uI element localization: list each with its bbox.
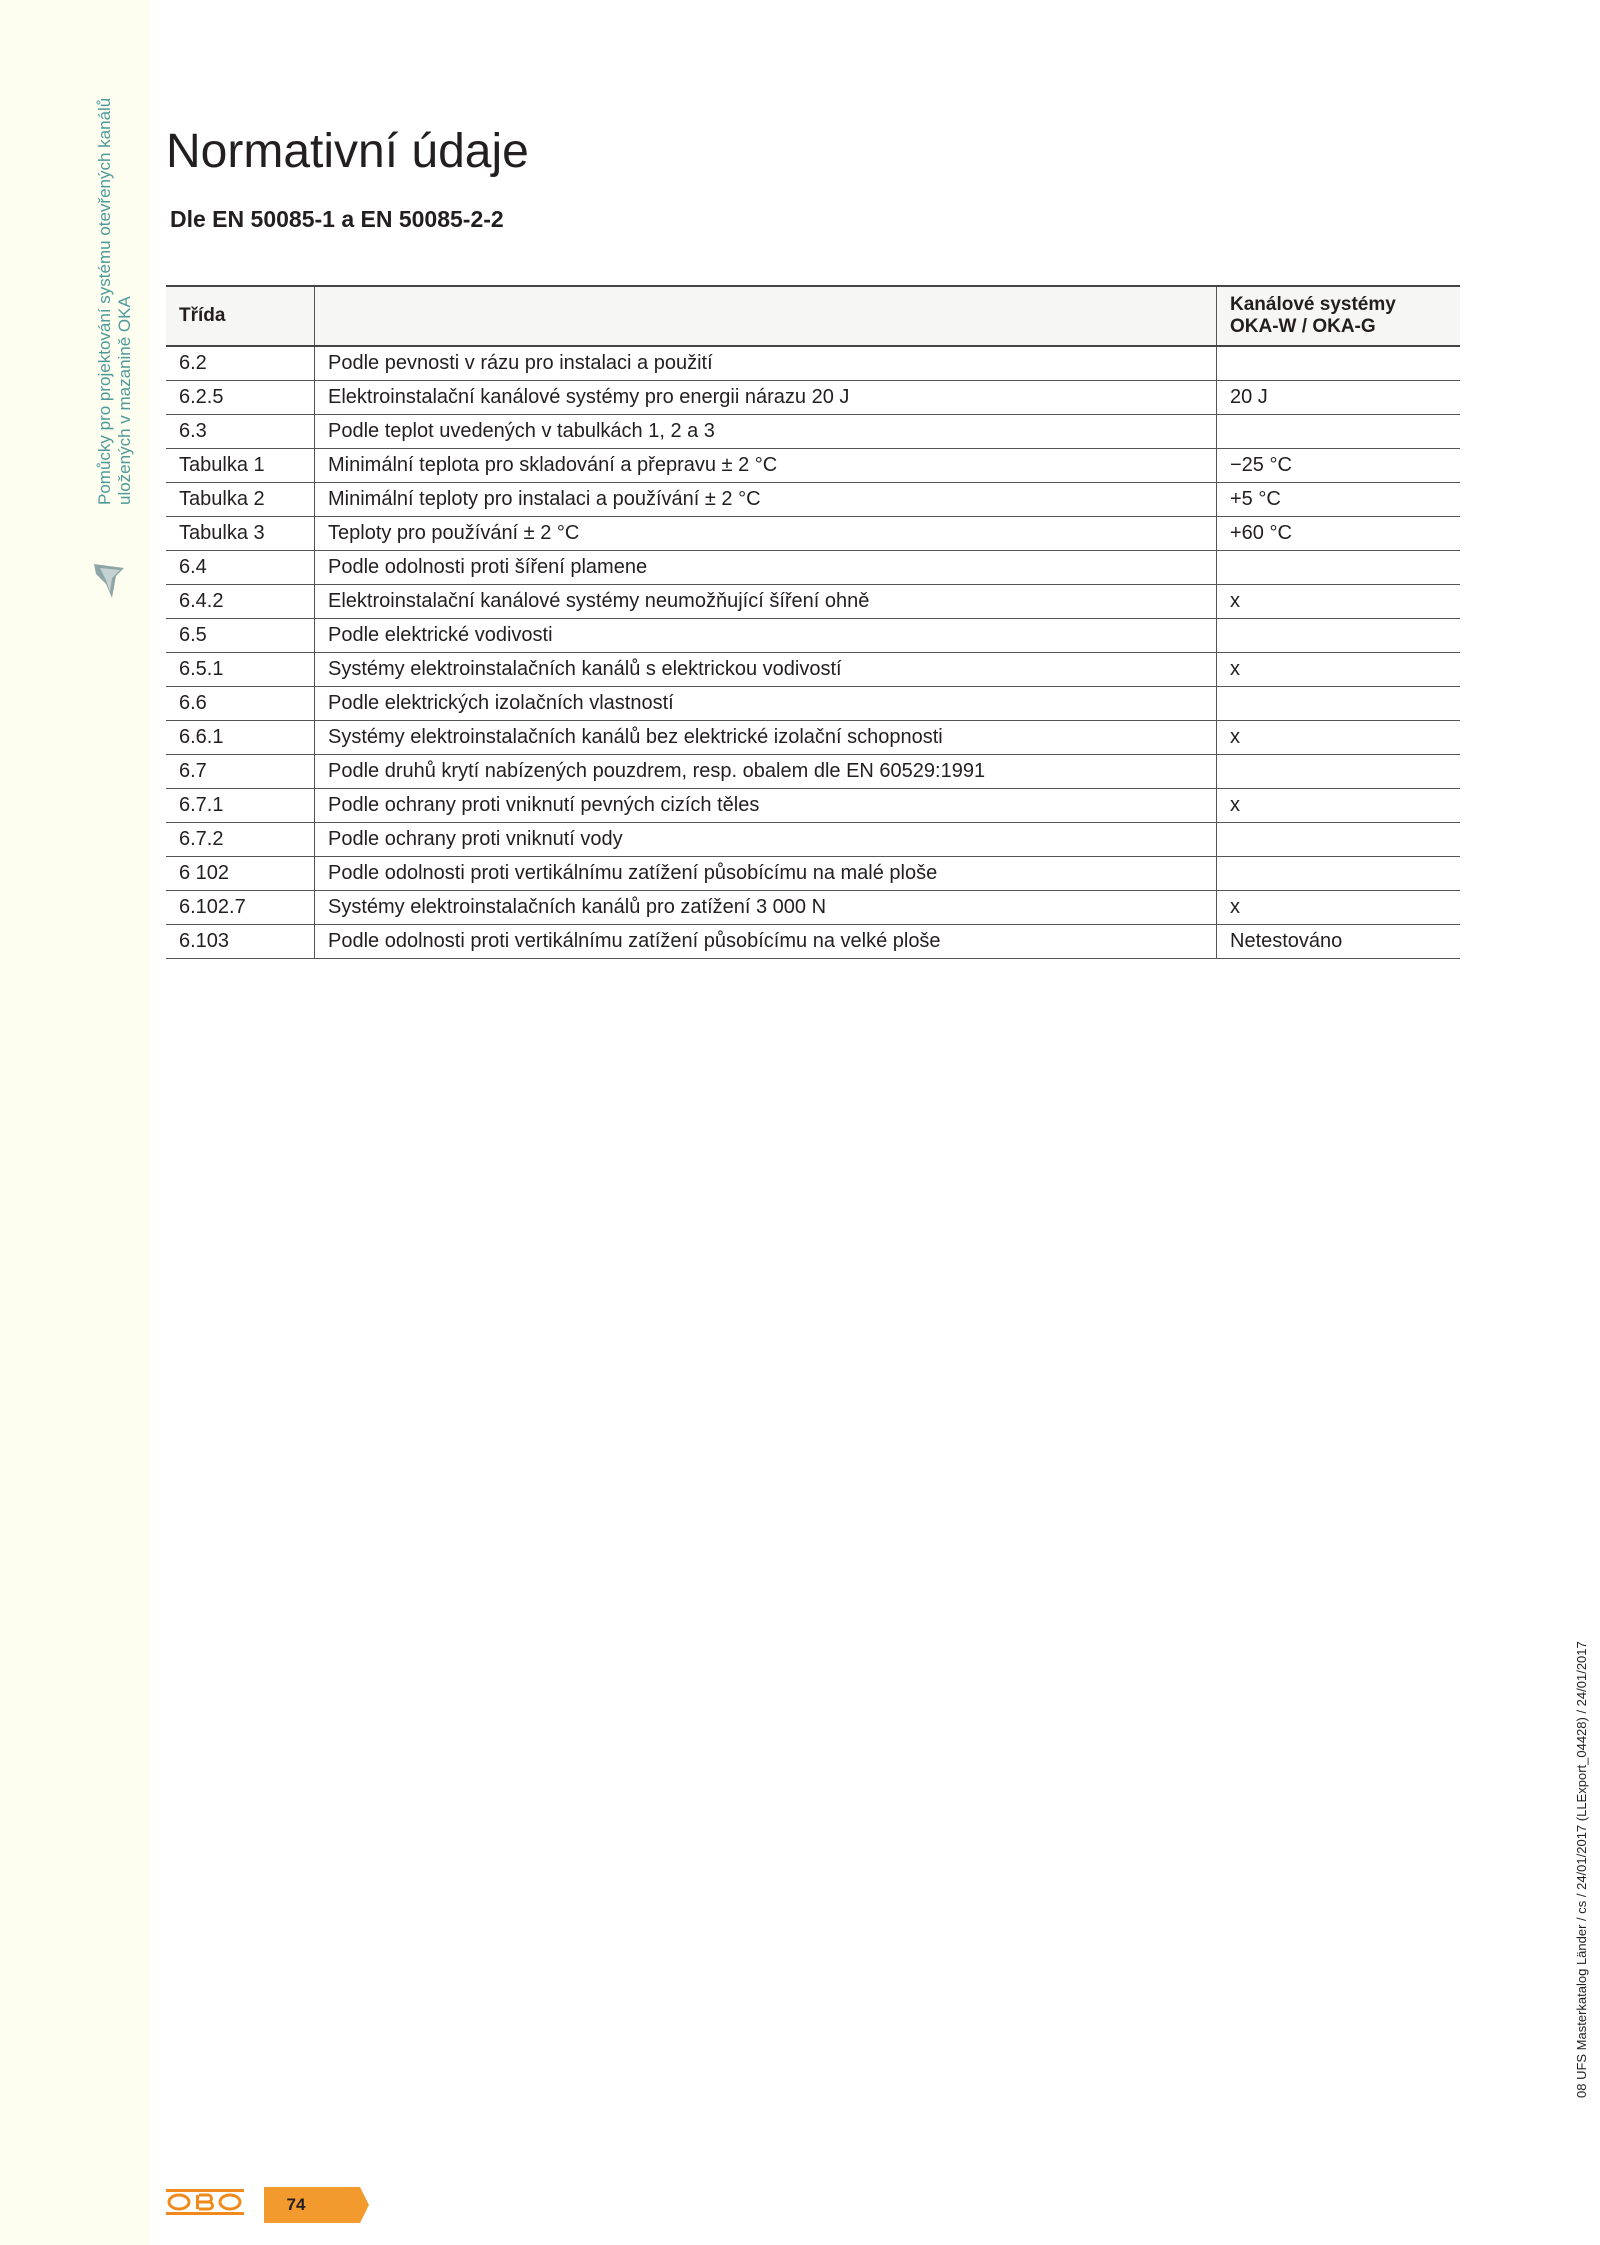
cell-description: Podle ochrany proti vniknutí pevných cizích těles (315, 789, 1217, 823)
cell-value (1217, 619, 1461, 653)
obo-logo (166, 2189, 244, 2215)
cell-value: x (1217, 891, 1461, 925)
cell-class: 6.102.7 (166, 891, 315, 925)
cell-description: Podle ochrany proti vniknutí vody (315, 823, 1217, 857)
table-row (166, 891, 1460, 925)
cell-class: 6.5 (166, 619, 315, 653)
page-title: Normativní údaje (166, 125, 529, 178)
cell-description: Elektroinstalační kanálové systémy pro energii nárazu 20 J (315, 381, 1217, 415)
cell-class: 6.6 (166, 687, 315, 721)
table-row (166, 721, 1460, 755)
cell-value (1217, 346, 1461, 381)
cell-description: Minimální teplota pro skladování a přepravu ± 2 °C (315, 449, 1217, 483)
cell-class: 6.4 (166, 551, 315, 585)
cell-value: +60 °C (1217, 517, 1461, 551)
sidebar-chapter-text (95, 45, 135, 505)
cell-class: 6.2 (166, 346, 315, 381)
cell-description: Minimální teploty pro instalaci a používání ± 2 °C (315, 483, 1217, 517)
sidebar-chapter-line2: uložených v mazanině OKA (115, 296, 134, 505)
table-row (166, 653, 1460, 687)
table-row (166, 687, 1460, 721)
table-row (166, 381, 1460, 415)
cell-value: Netestováno (1217, 925, 1461, 959)
page-subtitle: Dle EN 50085-1 a EN 50085-2-2 (170, 206, 504, 232)
header-channel-systems-line1: Kanálové systémy (1230, 294, 1396, 315)
table-header-row (166, 286, 1460, 346)
chapter-marker-icon (92, 562, 126, 602)
cell-description: Podle elektrické vodivosti (315, 619, 1217, 653)
cell-value: x (1217, 585, 1461, 619)
cell-value: x (1217, 789, 1461, 823)
cell-description: Podle teplot uvedených v tabulkách 1, 2 a 3 (315, 415, 1217, 449)
cell-description: Systémy elektroinstalačních kanálů s elektrickou vodivostí (315, 653, 1217, 687)
header-description (315, 286, 1217, 346)
cell-value: −25 °C (1217, 449, 1461, 483)
table-row (166, 789, 1460, 823)
cell-description: Systémy elektroinstalačních kanálů bez elektrické izolační schopnosti (315, 721, 1217, 755)
table-row (166, 857, 1460, 891)
table-row (166, 449, 1460, 483)
cell-class: 6.7.1 (166, 789, 315, 823)
cell-class: Tabulka 2 (166, 483, 315, 517)
cell-value (1217, 551, 1461, 585)
table-row (166, 619, 1460, 653)
cell-value: x (1217, 653, 1461, 687)
header-class: Třída (166, 286, 315, 346)
cell-description: Systémy elektroinstalačních kanálů pro zatížení 3 000 N (315, 891, 1217, 925)
table-row (166, 517, 1460, 551)
cell-class: 6.103 (166, 925, 315, 959)
cell-class: 6.2.5 (166, 381, 315, 415)
table-row (166, 823, 1460, 857)
cell-description: Teploty pro používání ± 2 °C (315, 517, 1217, 551)
norms-table (166, 285, 1460, 959)
table-row (166, 755, 1460, 789)
cell-description: Podle odolnosti proti vertikálnímu zatížení působícímu na malé ploše (315, 857, 1217, 891)
cell-value (1217, 687, 1461, 721)
cell-description: Podle druhů krytí nabízených pouzdrem, resp. obalem dle EN 60529:1991 (315, 755, 1217, 789)
cell-value: x (1217, 721, 1461, 755)
header-channel-systems-line2: OKA-W / OKA-G (1230, 316, 1376, 337)
sidebar-chapter-line1: Pomůcky pro projektování systému otevřených kanálů (95, 97, 114, 505)
cell-description: Podle odolnosti proti vertikálnímu zatížení působícímu na velké ploše (315, 925, 1217, 959)
header-channel-systems (1217, 286, 1461, 346)
table-body (166, 346, 1460, 959)
cell-value: 20 J (1217, 381, 1461, 415)
cell-description: Podle odolnosti proti šíření plamene (315, 551, 1217, 585)
cell-class: 6.7 (166, 755, 315, 789)
cell-class: 6.3 (166, 415, 315, 449)
cell-class: 6.4.2 (166, 585, 315, 619)
cell-class: Tabulka 3 (166, 517, 315, 551)
cell-description: Elektroinstalační kanálové systémy neumožňující šíření ohně (315, 585, 1217, 619)
table-row (166, 925, 1460, 959)
table-row (166, 346, 1460, 381)
cell-value: +5 °C (1217, 483, 1461, 517)
cell-class: 6.7.2 (166, 823, 315, 857)
cell-class: Tabulka 1 (166, 449, 315, 483)
page-number: 74 (286, 2195, 306, 2214)
cell-class: 6.5.1 (166, 653, 315, 687)
cell-value (1217, 415, 1461, 449)
print-info-vertical: 08 UFS Masterkatalog Länder / cs / 24/01/2017 (LLExport_04428) / 24/01/2017 (1574, 1641, 1589, 2098)
cell-class: 6.6.1 (166, 721, 315, 755)
cell-value (1217, 857, 1461, 891)
table-row (166, 585, 1460, 619)
cell-value (1217, 823, 1461, 857)
cell-class: 6 102 (166, 857, 315, 891)
table-row (166, 415, 1460, 449)
cell-description: Podle elektrických izolačních vlastností (315, 687, 1217, 721)
cell-value (1217, 755, 1461, 789)
cell-description: Podle pevnosti v rázu pro instalaci a použití (315, 346, 1217, 381)
table-row (166, 483, 1460, 517)
table-row (166, 551, 1460, 585)
